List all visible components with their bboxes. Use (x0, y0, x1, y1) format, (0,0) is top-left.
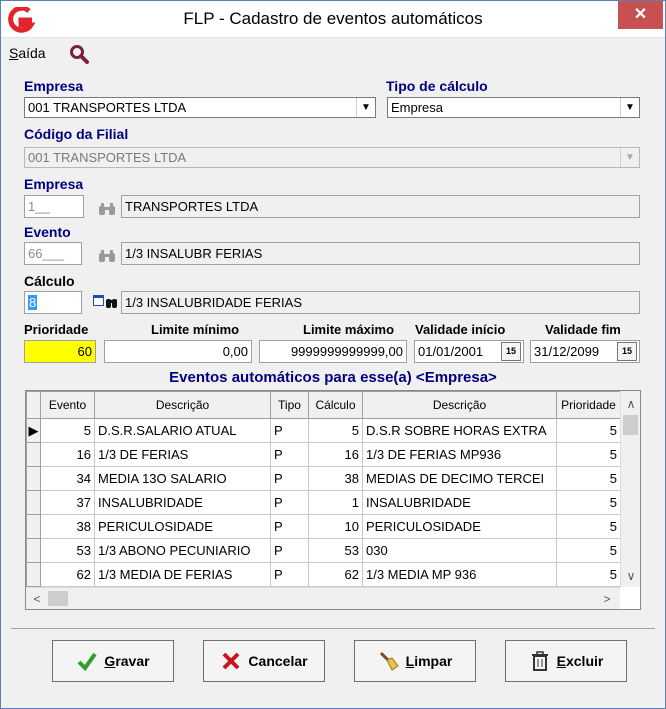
column-header-evento[interactable]: Evento (41, 392, 95, 419)
calculo-code-field[interactable]: 8 (24, 291, 82, 314)
binoculars-icon[interactable] (98, 249, 116, 263)
scrollbar-thumb[interactable] (48, 591, 68, 606)
table-row[interactable]: 38 PERICULOSIDADE P 10 PERICULOSIDADE 5 (27, 515, 621, 539)
calendar-icon[interactable]: 15 (501, 342, 521, 361)
empresa-description-field: TRANSPORTES LTDA (121, 195, 640, 218)
limite-maximo-label: Limite máximo (303, 322, 395, 337)
table-row[interactable]: 53 1/3 ABONO PECUNIARIO P 53 030 5 (27, 539, 621, 563)
title-bar (1, 1, 665, 38)
menu-saida[interactable]: Saída (9, 45, 46, 61)
checkmark-icon (76, 650, 98, 672)
column-header-descricao-calculo[interactable]: Descrição (363, 392, 557, 419)
row-pointer-icon: ▶ (27, 419, 41, 443)
chevron-down-icon[interactable]: ▼ (356, 98, 375, 117)
events-table (26, 391, 621, 587)
table-row[interactable]: 62 1/3 MEDIA DE FERIAS P 62 1/3 MEDIA MP 936 5 (27, 563, 621, 587)
scroll-down-icon[interactable]: ∨ (626, 569, 636, 583)
codigo-filial-select[interactable]: 001 TRANSPORTES LTDA ▼ (24, 147, 640, 168)
table-header-row (27, 392, 621, 419)
prioridade-field[interactable]: 60 (24, 340, 96, 363)
horizontal-scrollbar[interactable] (26, 587, 620, 610)
scrollbar-thumb[interactable] (623, 415, 638, 435)
excluir-button[interactable]: Excluir (505, 640, 627, 682)
validade-fim-field[interactable]: 31/12/2099 (530, 340, 640, 363)
events-grid[interactable] (25, 390, 641, 610)
window-title: FLP - Cadastro de eventos automáticos (183, 9, 483, 28)
scroll-up-icon[interactable]: ∧ (626, 397, 636, 411)
prioridade-label: Prioridade (24, 322, 89, 337)
tipo-calculo-label: Tipo de cálculo (386, 78, 488, 94)
limite-maximo-field[interactable]: 9999999999999,00 (259, 340, 407, 363)
validade-inicio-label: Validade início (415, 322, 506, 337)
calendar-binoculars-icon[interactable] (92, 293, 118, 311)
table-row[interactable]: 34 MEDIA 13O SALARIO P 38 MEDIAS DE DECIMO TERCEI 5 (27, 467, 621, 491)
broom-icon (378, 650, 400, 672)
grid-title: Eventos automáticos para esse(a) <Empresa> (169, 369, 497, 386)
limite-minimo-field[interactable]: 0,00 (104, 340, 252, 363)
vertical-scrollbar[interactable] (620, 391, 641, 587)
limite-minimo-label: Limite mínimo (151, 322, 240, 337)
limpar-button[interactable]: Limpar (354, 640, 476, 682)
calendar-icon[interactable]: 15 (617, 342, 637, 361)
column-header-calculo[interactable]: Cálculo (309, 392, 363, 419)
codigo-filial-label: Código da Filial (24, 126, 129, 142)
cancelar-button[interactable]: Cancelar (203, 640, 325, 682)
cancel-x-icon (220, 650, 242, 672)
column-header-indicator (27, 392, 41, 419)
evento-label: Evento (24, 224, 71, 240)
empresa-code-label: Empresa (24, 176, 84, 192)
scroll-right-icon[interactable]: > (603, 592, 611, 606)
validade-fim-label: Validade fim (545, 322, 621, 337)
menu-bar (1, 38, 665, 68)
table-row[interactable]: ▶ 5 D.S.R.SALARIO ATUAL P 5 D.S.R SOBRE HORAS EXTRA 5 (27, 419, 621, 443)
gravar-button[interactable]: Gravar (52, 640, 174, 682)
close-button[interactable]: ✕ (618, 1, 663, 29)
binoculars-icon[interactable] (98, 202, 116, 216)
empresa-label: Empresa (24, 78, 84, 94)
scroll-left-icon[interactable]: < (33, 592, 41, 606)
empresa-select[interactable]: 001 TRANSPORTES LTDA ▼ (24, 97, 376, 118)
column-header-prioridade[interactable]: Prioridade (557, 392, 621, 419)
button-panel (11, 628, 655, 703)
trash-icon (529, 650, 551, 672)
tipo-calculo-select[interactable]: Empresa ▼ (387, 97, 640, 118)
evento-description-field: 1/3 INSALUBR FERIAS (121, 242, 640, 265)
table-row[interactable]: 37 INSALUBRIDADE P 1 INSALUBRIDADE 5 (27, 491, 621, 515)
calculo-label: Cálculo (24, 273, 75, 289)
evento-code-field[interactable]: 66___ (24, 242, 82, 265)
chevron-down-icon[interactable]: ▼ (620, 148, 639, 167)
chevron-down-icon[interactable]: ▼ (620, 98, 639, 117)
validade-inicio-field[interactable]: 01/01/2001 (414, 340, 524, 363)
table-row[interactable]: 16 1/3 DE FERIAS P 16 1/3 DE FERIAS MP936 5 (27, 443, 621, 467)
search-icon[interactable] (69, 44, 89, 64)
column-header-tipo[interactable]: Tipo (271, 392, 309, 419)
column-header-descricao[interactable]: Descrição (95, 392, 271, 419)
empresa-code-field[interactable]: 1__ (24, 195, 84, 218)
calculo-description-field: 1/3 INSALUBRIDADE FERIAS (121, 291, 640, 314)
